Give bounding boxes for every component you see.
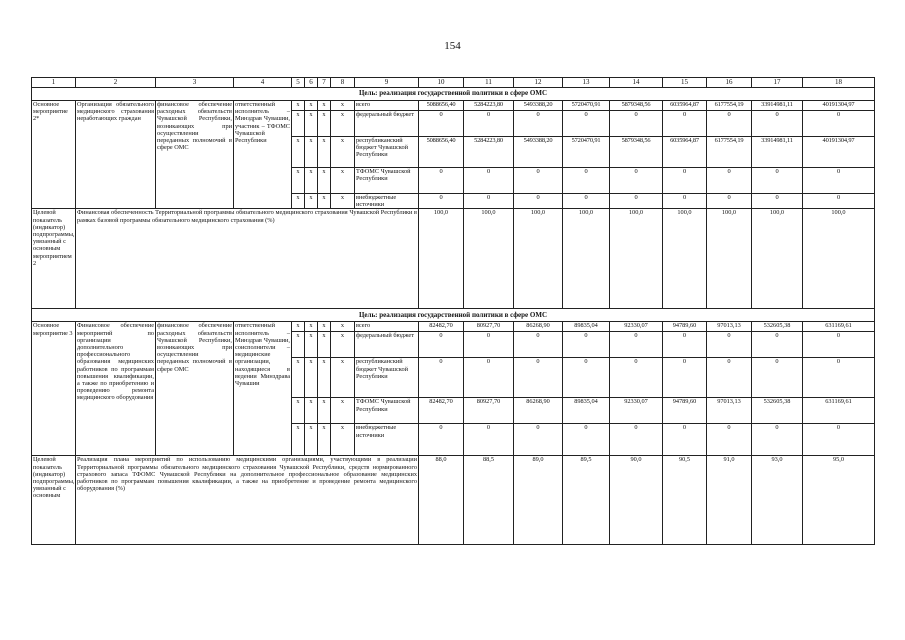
- activity-task: финансовое обеспечение расходных обязательств Чувашской Республики, возникающих при осуществлении переданных полномочий в сфере ОМС: [156, 322, 234, 456]
- funding-row: [32, 322, 875, 332]
- funding-value: 0: [563, 194, 610, 209]
- activity-description: Финансовое обеспечение мероприятий по организации дополнительного профессионального образования медицинских работников по программам повышения квалификации, а также по приобретению и проведению ремонта медицинского оборудования: [76, 322, 156, 456]
- funding-source: республиканский бюджет Чувашской Республики: [355, 358, 419, 398]
- activity-responsible: ответственный исполнитель – Минздрав Чувашии, соисполнители – медицинские организации, находящиеся в ведении Минздрава Чувашии: [234, 322, 292, 456]
- funding-value: 631169,61: [803, 398, 875, 424]
- funding-value: 97013,13: [707, 322, 752, 332]
- column-header: 15: [663, 78, 707, 88]
- funding-source: всего: [355, 322, 419, 332]
- funding-value: 94789,60: [663, 398, 707, 424]
- funding-value: 532605,38: [752, 322, 803, 332]
- funding-value: 92330,07: [610, 398, 663, 424]
- funding-value: 40191304,97: [803, 101, 875, 111]
- column-header: 7: [318, 78, 331, 88]
- funding-value: 0: [514, 194, 563, 209]
- funding-value: 0: [514, 111, 563, 137]
- funding-value: 0: [752, 424, 803, 456]
- funding-value: 0: [514, 358, 563, 398]
- indicator-value: 89,0: [514, 456, 563, 545]
- indicator-value: 90,5: [663, 456, 707, 545]
- funding-value: 97013,13: [707, 398, 752, 424]
- budget-code-cell: x: [331, 168, 355, 194]
- program-table: [31, 77, 875, 545]
- funding-value: 0: [803, 194, 875, 209]
- funding-value: 0: [803, 111, 875, 137]
- funding-value: 0: [663, 111, 707, 137]
- funding-value: 0: [514, 168, 563, 194]
- budget-code-cell: x: [318, 101, 331, 111]
- funding-value: 0: [464, 332, 514, 358]
- indicator-label: Целевой показатель (индикатор) подпрограммы, увязанный с основным мероприятием 2: [32, 209, 76, 309]
- budget-code-cell: x: [318, 358, 331, 398]
- funding-value: 80927,70: [464, 322, 514, 332]
- budget-code-cell: x: [292, 137, 305, 168]
- funding-source: внебюджетные источники: [355, 424, 419, 456]
- funding-value: 0: [563, 111, 610, 137]
- budget-code-cell: x: [331, 101, 355, 111]
- funding-value: 0: [610, 194, 663, 209]
- indicator-value: 91,0: [707, 456, 752, 545]
- funding-value: 0: [707, 111, 752, 137]
- funding-value: 40191304,97: [803, 137, 875, 168]
- funding-value: 0: [514, 332, 563, 358]
- indicator-description: Реализация плана мероприятий по использованию медицинскими организациями, участвующими в реализации Территориальной программы обязательного медицинского страхования Чувашской Республики, средств нормированного страхового запаса ТФОМС Чувашской Республики на дополнительное профессиональное образование медицинских работников по программам повышения квалификации, а также на приобретение и проведение ремонта медицинского оборудования (%): [76, 456, 419, 545]
- budget-code-cell: x: [305, 137, 318, 168]
- budget-code-cell: x: [292, 398, 305, 424]
- indicator-value: 88,0: [419, 456, 464, 545]
- funding-value: 0: [610, 332, 663, 358]
- budget-code-cell: x: [292, 322, 305, 332]
- funding-value: 80927,70: [464, 398, 514, 424]
- funding-value: 5493388,20: [514, 137, 563, 168]
- funding-value: 0: [707, 332, 752, 358]
- budget-code-cell: x: [305, 194, 318, 209]
- funding-source: федеральный бюджет: [355, 111, 419, 137]
- funding-value: 0: [464, 168, 514, 194]
- budget-code-cell: x: [305, 332, 318, 358]
- funding-value: 33914981,11: [752, 101, 803, 111]
- column-header: 10: [419, 78, 464, 88]
- funding-value: 5720470,91: [563, 101, 610, 111]
- budget-code-cell: x: [318, 137, 331, 168]
- funding-value: 0: [752, 168, 803, 194]
- funding-value: 0: [752, 111, 803, 137]
- column-header: 17: [752, 78, 803, 88]
- goal-title: Цель: реализация государственной политики в сфере ОМС: [32, 88, 875, 101]
- funding-value: 0: [419, 194, 464, 209]
- funding-value: 0: [752, 194, 803, 209]
- indicator-value: 100,0: [663, 209, 707, 309]
- funding-value: 532605,38: [752, 398, 803, 424]
- funding-value: 6177554,19: [707, 101, 752, 111]
- funding-source: всего: [355, 101, 419, 111]
- funding-value: 0: [563, 358, 610, 398]
- indicator-label: Целевой показатель (индикатор) подпрограммы, увязанный с основным: [32, 456, 76, 545]
- budget-code-cell: x: [305, 398, 318, 424]
- funding-value: 0: [663, 424, 707, 456]
- funding-value: 0: [752, 358, 803, 398]
- funding-value: 0: [610, 111, 663, 137]
- budget-code-cell: x: [331, 424, 355, 456]
- funding-value: 89835,04: [563, 322, 610, 332]
- funding-value: 631169,61: [803, 322, 875, 332]
- funding-value: 5088656,40: [419, 101, 464, 111]
- funding-value: 92330,07: [610, 322, 663, 332]
- funding-value: 6177554,19: [707, 137, 752, 168]
- funding-value: 5088656,40: [419, 137, 464, 168]
- funding-value: 0: [419, 111, 464, 137]
- indicator-value: 93,0: [752, 456, 803, 545]
- budget-code-cell: x: [331, 332, 355, 358]
- budget-code-cell: x: [318, 322, 331, 332]
- funding-value: 5284223,80: [464, 137, 514, 168]
- goal-row: [32, 88, 875, 101]
- budget-code-cell: x: [318, 168, 331, 194]
- budget-code-cell: x: [292, 358, 305, 398]
- funding-value: 0: [610, 424, 663, 456]
- indicator-value: 88,5: [464, 456, 514, 545]
- funding-value: 0: [707, 358, 752, 398]
- funding-value: 0: [563, 168, 610, 194]
- funding-value: 0: [663, 168, 707, 194]
- funding-value: 5879348,56: [610, 137, 663, 168]
- activity-name: Основное мероприятие 2*: [32, 101, 76, 209]
- column-header: 2: [76, 78, 156, 88]
- funding-value: 33914981,11: [752, 137, 803, 168]
- indicator-value: 89,5: [563, 456, 610, 545]
- column-header: 13: [563, 78, 610, 88]
- budget-code-cell: x: [305, 424, 318, 456]
- budget-code-cell: x: [318, 332, 331, 358]
- funding-value: 0: [563, 332, 610, 358]
- indicator-row: [32, 456, 875, 545]
- funding-value: 0: [419, 358, 464, 398]
- funding-value: 0: [803, 358, 875, 398]
- funding-value: 94789,60: [663, 322, 707, 332]
- page-number: 154: [444, 40, 461, 52]
- budget-code-cell: x: [318, 194, 331, 209]
- indicator-value: 100,0: [752, 209, 803, 309]
- budget-code-cell: x: [305, 101, 318, 111]
- funding-value: 0: [663, 358, 707, 398]
- indicator-value: 100,0: [563, 209, 610, 309]
- budget-code-cell: x: [331, 111, 355, 137]
- funding-value: 0: [514, 424, 563, 456]
- budget-code-cell: x: [331, 398, 355, 424]
- funding-value: 0: [610, 168, 663, 194]
- funding-source: ТФОМС Чувашской Республики: [355, 398, 419, 424]
- budget-code-cell: x: [292, 168, 305, 194]
- funding-row: [32, 101, 875, 111]
- budget-code-cell: x: [292, 194, 305, 209]
- column-number-row: [32, 78, 875, 88]
- funding-value: 0: [803, 424, 875, 456]
- funding-value: 86268,90: [514, 398, 563, 424]
- funding-value: 0: [707, 168, 752, 194]
- funding-value: 0: [464, 194, 514, 209]
- activity-responsible: ответственный исполнитель – Минздрав Чувашии, участник – ТФОМС Чувашской Республики: [234, 101, 292, 209]
- budget-code-cell: x: [305, 322, 318, 332]
- column-header: 9: [355, 78, 419, 88]
- budget-code-cell: x: [305, 111, 318, 137]
- column-header: 11: [464, 78, 514, 88]
- funding-value: 5879348,56: [610, 101, 663, 111]
- indicator-value: 100,0: [419, 209, 464, 309]
- funding-value: 82482,70: [419, 398, 464, 424]
- funding-value: 0: [663, 332, 707, 358]
- goal-row: [32, 309, 875, 322]
- funding-value: 89835,04: [563, 398, 610, 424]
- funding-value: 6035964,87: [663, 101, 707, 111]
- funding-value: 0: [419, 424, 464, 456]
- activity-task: финансовое обеспечение расходных обязательств Чувашской Республики, возникающих при осуществлении переданных полномочий в сфере ОМС: [156, 101, 234, 209]
- funding-value: 0: [663, 194, 707, 209]
- funding-value: 0: [419, 332, 464, 358]
- budget-code-cell: x: [305, 168, 318, 194]
- funding-source: федеральный бюджет: [355, 332, 419, 358]
- budget-code-cell: x: [305, 358, 318, 398]
- funding-value: 0: [464, 424, 514, 456]
- funding-value: 0: [803, 168, 875, 194]
- budget-code-cell: x: [331, 358, 355, 398]
- column-header: 5: [292, 78, 305, 88]
- goal-title: Цель: реализация государственной политики в сфере ОМС: [32, 309, 875, 322]
- indicator-value: 100,0: [464, 209, 514, 309]
- column-header: 6: [305, 78, 318, 88]
- budget-code-cell: x: [292, 424, 305, 456]
- funding-source: ТФОМС Чувашской Республики: [355, 168, 419, 194]
- budget-code-cell: x: [331, 194, 355, 209]
- funding-value: 5284223,80: [464, 101, 514, 111]
- funding-value: 0: [752, 332, 803, 358]
- budget-code-cell: x: [292, 111, 305, 137]
- funding-value: 82482,70: [419, 322, 464, 332]
- budget-code-cell: x: [292, 332, 305, 358]
- column-header: 14: [610, 78, 663, 88]
- activity-description: Организация обязательного медицинского страхования неработающих граждан: [76, 101, 156, 209]
- column-header: 8: [331, 78, 355, 88]
- funding-value: 0: [803, 332, 875, 358]
- funding-value: 0: [707, 424, 752, 456]
- indicator-value: 90,0: [610, 456, 663, 545]
- column-header: 18: [803, 78, 875, 88]
- budget-code-cell: x: [318, 424, 331, 456]
- budget-code-cell: x: [292, 101, 305, 111]
- column-header: 16: [707, 78, 752, 88]
- funding-value: 86268,90: [514, 322, 563, 332]
- indicator-row: [32, 209, 875, 309]
- funding-value: 6035964,87: [663, 137, 707, 168]
- budget-code-cell: x: [331, 322, 355, 332]
- funding-value: 0: [610, 358, 663, 398]
- column-header: 4: [234, 78, 292, 88]
- activity-name: Основное мероприятие 3: [32, 322, 76, 456]
- funding-value: 5493388,20: [514, 101, 563, 111]
- indicator-description: Финансовая обеспеченность Территориальной программы обязательного медицинского страхования Чувашской Республики в рамках базовой программы обязательного медицинского страхования (%): [76, 209, 419, 309]
- indicator-value: 100,0: [707, 209, 752, 309]
- funding-source: внебюджетные источники: [355, 194, 419, 209]
- column-header: 12: [514, 78, 563, 88]
- funding-source: республиканский бюджет Чувашской Республики: [355, 137, 419, 168]
- budget-code-cell: x: [331, 137, 355, 168]
- indicator-value: 95,0: [803, 456, 875, 545]
- indicator-value: 100,0: [803, 209, 875, 309]
- budget-code-cell: x: [318, 398, 331, 424]
- indicator-value: 100,0: [514, 209, 563, 309]
- funding-value: 0: [563, 424, 610, 456]
- column-header: 1: [32, 78, 76, 88]
- column-header: 3: [156, 78, 234, 88]
- budget-code-cell: x: [318, 111, 331, 137]
- indicator-value: 100,0: [610, 209, 663, 309]
- funding-value: 0: [707, 194, 752, 209]
- funding-value: 0: [464, 111, 514, 137]
- funding-value: 5720470,91: [563, 137, 610, 168]
- funding-value: 0: [464, 358, 514, 398]
- funding-value: 0: [419, 168, 464, 194]
